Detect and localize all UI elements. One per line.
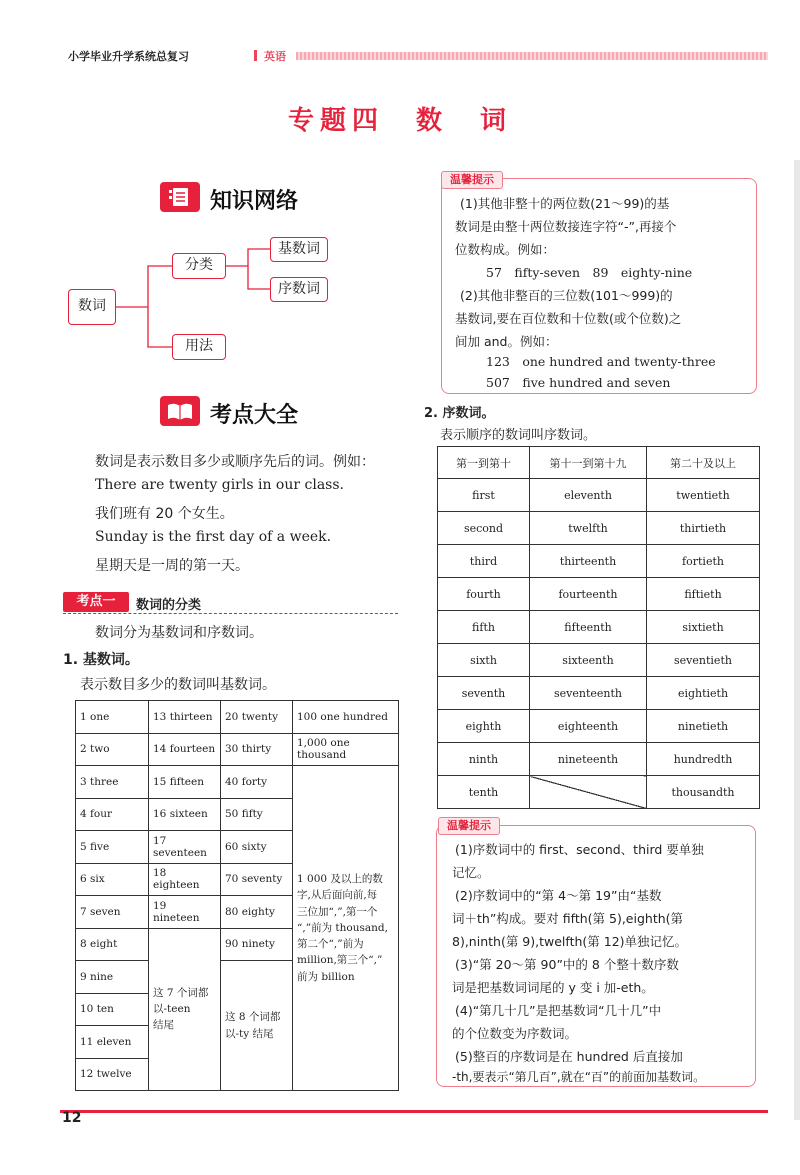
table-cell: thirteenth	[530, 545, 647, 578]
table-cell: 100 one hundred	[293, 701, 399, 734]
tip-line: (1)序数词中的 first、second、third 要单独	[455, 842, 704, 857]
tip-line: (5)整百的序数词是在 hundred 后直接加	[455, 1049, 683, 1064]
table-cell: twelfth	[530, 512, 647, 545]
mind-map-ordinal: 序数词	[270, 277, 328, 302]
note-line: 前为 billion	[297, 970, 355, 983]
table-cell: 60 sixty	[221, 831, 293, 864]
tip-line: 的个位数变为序数词。	[452, 1026, 578, 1041]
table-cell: 13 thirteen	[149, 701, 221, 734]
tip-line: 基数词,要在百位数和十位数(或个位数)之	[455, 311, 682, 326]
table-header: 第十一到第十九	[530, 447, 647, 479]
table-cell: 16 sixteen	[149, 798, 221, 831]
tip-line: 词＋th”构成。要对 fifth(第 5),eighth(第	[452, 911, 684, 926]
table-cell: 5 five	[76, 831, 149, 864]
book-title: 小学毕业升学系统总复习	[68, 50, 189, 63]
table-cell: twentieth	[647, 479, 760, 512]
tip-line: -th,要表示“第几百”,就在“百”的前面加基数词。	[452, 1070, 706, 1084]
table-cell: 20 twenty	[221, 701, 293, 734]
kaodian-tag: 考点一	[63, 592, 129, 612]
table-cell: fifteenth	[530, 611, 647, 644]
ordinal-heading: 2. 序数词。	[424, 406, 495, 421]
table-cell: 2 two	[76, 733, 149, 766]
table-cell: seventieth	[647, 644, 760, 677]
table-cell: nineteenth	[530, 743, 647, 776]
table-cell: 11 eleven	[76, 1026, 149, 1059]
tip-line: 位数构成。例如：	[455, 242, 556, 257]
kaodian-desc: 数词分为基数词和序数词。	[95, 625, 263, 641]
book-icon	[160, 396, 200, 426]
note-line: 以-teen	[153, 1003, 191, 1016]
mind-map-usage: 用法	[172, 334, 226, 360]
table-cell: eleventh	[530, 479, 647, 512]
mind-map-root: 数词	[68, 289, 116, 325]
intro-line: Sunday is the first day of a week.	[95, 529, 332, 545]
page-number: 12	[62, 1110, 82, 1126]
intro-line: 数词是表示数目多少或顺序先后的词。例如：	[95, 454, 375, 470]
mind-map-classification: 分类	[172, 253, 226, 279]
table-cell: 70 seventy	[221, 863, 293, 896]
tip-tag: 温馨提示	[438, 817, 500, 835]
teen-note-cell	[149, 928, 221, 1091]
table-cell: 1 one	[76, 701, 149, 734]
table-cell: fiftieth	[647, 578, 760, 611]
table-cell: thirtieth	[647, 512, 760, 545]
tip-line: (2)序数词中的“第 4～第 19”由“基数	[455, 888, 662, 903]
table-cell: fourteenth	[530, 578, 647, 611]
intro-line: 我们班有 20 个女生。	[95, 506, 234, 522]
table-cell: 30 thirty	[221, 733, 293, 766]
note-line: million,第三个“,”	[297, 954, 383, 967]
note-line: 三位加“,”,第一个	[297, 905, 378, 918]
section-title: 考点大全	[210, 403, 299, 428]
empty-diagonal-cell	[530, 776, 647, 809]
table-cell: third	[438, 545, 530, 578]
table-header: 第二十及以上	[647, 447, 760, 479]
table-cell: eightieth	[647, 677, 760, 710]
section-title: 知识网络	[210, 189, 299, 214]
table-cell: 80 eighty	[221, 896, 293, 929]
ordinal-table	[437, 446, 760, 809]
table-cell: hundredth	[647, 743, 760, 776]
table-cell: 1,000 one thousand	[293, 733, 399, 766]
subject-label: 英语	[264, 50, 286, 63]
table-cell: eighth	[438, 710, 530, 743]
table-cell: 15 fifteen	[149, 766, 221, 799]
table-cell: sixteenth	[530, 644, 647, 677]
table-cell: fifth	[438, 611, 530, 644]
table-cell: seventeenth	[530, 677, 647, 710]
note-line: 结尾	[153, 1019, 174, 1032]
table-cell: tenth	[438, 776, 530, 809]
note-line: 字,从后面向前,每	[297, 889, 378, 902]
table-cell: thousandth	[647, 776, 760, 809]
table-cell: fourth	[438, 578, 530, 611]
table-cell: 17 seventeen	[149, 831, 221, 864]
table-cell: fortieth	[647, 545, 760, 578]
note-line: 1 000 及以上的数	[297, 873, 383, 886]
note-line: 第二个“,”前为	[297, 938, 364, 951]
table-cell: 10 ten	[76, 993, 149, 1026]
tip-line: 8),ninth(第 9),twelfth(第 12)单独记忆。	[452, 934, 688, 949]
cardinal-table	[75, 700, 399, 1091]
kaodian-divider	[63, 613, 398, 614]
table-cell: 3 three	[76, 766, 149, 799]
footer-rule	[60, 1110, 768, 1113]
ty-note-cell	[221, 961, 293, 1091]
table-cell: 90 ninety	[221, 928, 293, 961]
table-cell: 6 six	[76, 863, 149, 896]
page-title: 专题四 数 词	[287, 106, 512, 136]
tip-line: 词是把基数词词尾的 y 变 i 加-eth。	[452, 980, 654, 995]
table-header: 第一到第十	[438, 447, 530, 479]
tip-line: 数词是由整十两位数接连字符“-”,再接个	[455, 219, 677, 234]
table-cell: 4 four	[76, 798, 149, 831]
cardinal-heading: 1. 基数词。	[63, 652, 139, 668]
ordinal-desc: 表示顺序的数词叫序数词。	[440, 428, 597, 443]
tip-line: (3)“第 20～第 90”中的 8 个整十数序数	[455, 957, 679, 972]
section-key-points	[160, 396, 360, 428]
table-cell: 18 eighteen	[149, 863, 221, 896]
table-cell: 19 nineteen	[149, 896, 221, 929]
page-edge-shadow	[794, 160, 800, 1120]
table-cell: first	[438, 479, 530, 512]
tip-line: 间加 and。例如：	[455, 334, 558, 349]
note-line: 这 8 个词都	[225, 1011, 281, 1024]
table-cell: 14 fourteen	[149, 733, 221, 766]
kaodian-title: 数词的分类	[136, 598, 202, 613]
table-cell: 12 twelve	[76, 1058, 149, 1091]
note-line: 以-ty 结尾	[225, 1027, 274, 1040]
tip-line: 123 one hundred and twenty-three	[486, 354, 716, 369]
table-cell: 9 nine	[76, 961, 149, 994]
thousand-note-cell	[293, 766, 399, 1091]
cardinal-desc: 表示数目多少的数词叫基数词。	[80, 677, 276, 693]
table-cell: second	[438, 512, 530, 545]
table-cell: 50 fifty	[221, 798, 293, 831]
table-cell: eighteenth	[530, 710, 647, 743]
table-cell: 8 eight	[76, 928, 149, 961]
tip-line: 507 five hundred and seven	[486, 375, 671, 390]
note-line: 这 7 个词都	[153, 986, 209, 999]
note-line: “,”前为 thousand,	[297, 921, 388, 934]
tip-line: 记忆。	[452, 865, 490, 880]
table-cell: ninth	[438, 743, 530, 776]
intro-line: 星期天是一周的第一天。	[95, 558, 249, 574]
table-cell: ninetieth	[647, 710, 760, 743]
tip-line: 57 fifty-seven 89 eighty-nine	[486, 265, 693, 280]
mind-map-cardinal: 基数词	[270, 237, 328, 262]
table-cell: seventh	[438, 677, 530, 710]
table-cell: sixtieth	[647, 611, 760, 644]
intro-line: There are twenty girls in our class.	[95, 477, 344, 493]
tip-tag: 温馨提示	[441, 171, 503, 189]
table-cell: 40 forty	[221, 766, 293, 799]
tip-line: (4)“第几十几”是把基数词“几十几”中	[455, 1003, 662, 1018]
table-cell: sixth	[438, 644, 530, 677]
tip-line: (1)其他非整十的两位数(21～99)的基	[460, 196, 670, 211]
table-cell: 7 seven	[76, 896, 149, 929]
tip-line: (2)其他非整百的三位数(101～999)的	[460, 288, 673, 303]
